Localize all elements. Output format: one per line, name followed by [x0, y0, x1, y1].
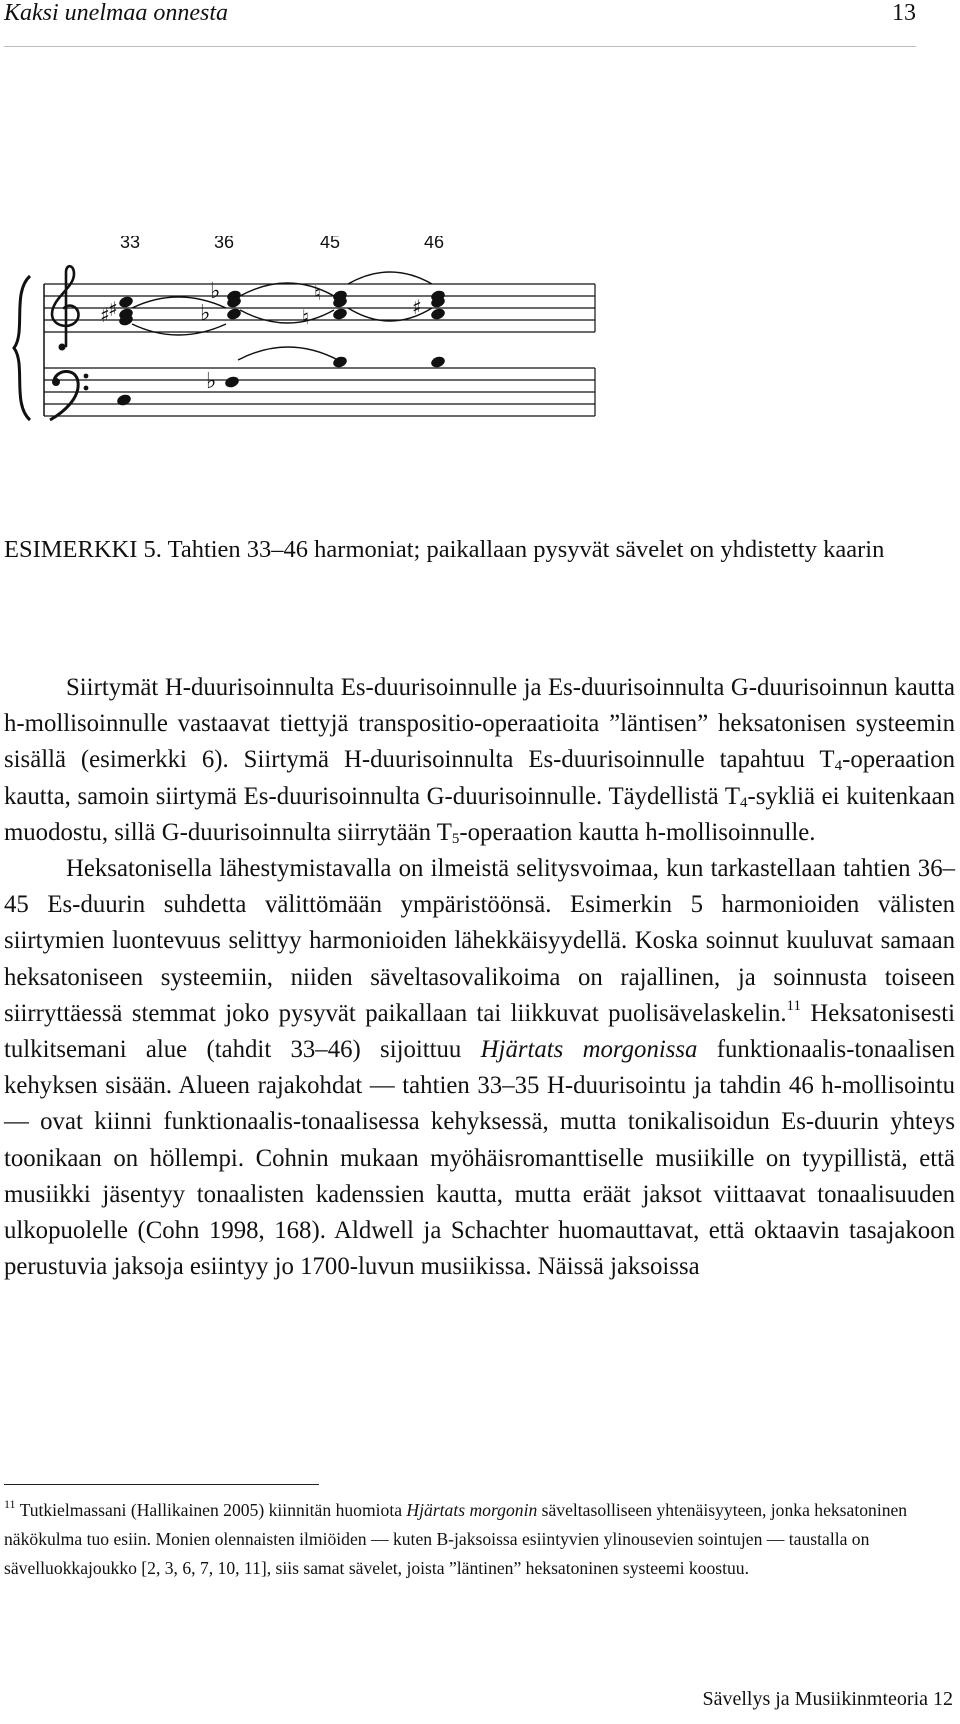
- natural-icon: ♮: [302, 305, 310, 329]
- music-notation-figure: [8, 236, 608, 472]
- bass-staff: [44, 368, 595, 416]
- example-caption: ESIMERKKI 5. Tahtien 33–46 harmoniat; paikallaan pysyvät sävelet on yhdistetty kaarin: [4, 536, 885, 563]
- flat-icon: ♭: [200, 301, 211, 326]
- paragraph-2: Heksatonisella lähestymistavalla on ilmeistä selitysvoimaa, kun tarkastellaan tahtien 36–45 Es-duurin suhdetta välittömään ympäristöönsä. Esimerkin 5 harmonioiden välisten siirtymien luontevuus selittyy harmonioiden lähekkäisyydellä. Koska soinnut kuuluvat samaan heksatoniseen systeemiin, niiden säveltasovalikoima on rajallinen, ja soinnusta toiseen siirryttäessä stemmat joko pysyvät paikallaan tai liikkuvat puolisävelaskelin.$^{11}$ Heksatonisesti tulkitsemani alue (tahdit 33–46) sijoittuu Hjärtats morgonissa funktionaalis-tonaalisen kehyksen sisään. Alueen rajakohdat — tahtien 33–35 H-duurisointu ja tahdin 46 h-mollisointu — ovat kiinni funktionaalis-tonaalisessa kehyksessä, mutta tonikalisoidun Es-duurin yhteys toonikaan on höllempi. Cohnin mukaan myöhäisromanttiselle musiikille on tyypillistä, että musiikki jäsentyy tonaalisten kadenssien kautta, mutta eräät jaksot viittaavat tonaalisuuden ulkopuolelle (Cohn 1998, 168). Aldwell ja Schachter huomauttavat, että oktaavin tasajakoon perustuvia jaksoja esiintyy jo 1700-luvun musiikissa. Näissä jaksoissa: [4, 855, 956, 1281]
- sharp-icon: ♯: [412, 295, 422, 319]
- measure-number-45: 45: [320, 236, 341, 252]
- work-title: Hjärtats morgonissa: [480, 1036, 698, 1064]
- tie-arcs: [132, 272, 432, 360]
- footnote-work-title: Hjärtats morgonin: [406, 1500, 538, 1520]
- bass-notes: [116, 355, 447, 407]
- page-number: 13: [892, 0, 916, 26]
- footnote-reference[interactable]: 11: [786, 997, 801, 1014]
- footnote: $^{11}$ Tutkielmassani (Hallikainen 2005) kiinnitän huomiota Hjärtats morgonin säveltasolliseen yhtenäisyyteen, jonka heksatoninen näkökulma tuo esiin. Monien olennaisten ilmiöiden — kuten B-jaksoissa esiintyvien ylinousevien sointujen — taustalla on sävelluokkajoukko [2, 3, 6, 7, 10, 11], siis samat sävelet, joista ”läntinen” heksatoninen systeemi koostuu.: [4, 1497, 908, 1578]
- header-rule: [4, 46, 916, 47]
- running-footer: Sävellys ja Musiikinmteoria 12: [702, 1688, 953, 1710]
- chord-4: [412, 289, 446, 321]
- system-brace: [14, 276, 30, 420]
- treble-clef-icon: [52, 266, 79, 346]
- measure-number-36: 36: [214, 236, 235, 252]
- chord-1: [100, 295, 134, 327]
- music-example: [8, 236, 608, 472]
- footnote-number: 11: [4, 1497, 16, 1511]
- natural-icon: ♮: [314, 281, 322, 305]
- flat-icon: ♭: [210, 279, 221, 304]
- paragraph-1: Siirtymät H-duurisoinnulta Es-duurisoinnulle ja Es-duurisoinnulta G-duurisoinnun kautta h-mollisoinnulle vastaavat tiettyjä transpositio-operaatioita ”läntisen” heksatonisen systeemin sisällä (esimerkki 6). Siirtymä H-duurisoinnulta Es-duurisoinnulle tapahtuu $T_4$-operaation kautta, samoin siirtymä Es-duurisoinnulta G-duurisoinnulle. Täydellistä $T_4$-sykliä ei kuitenkaan muodostu, sillä G-duurisoinnulta siirrytään $T_5$-operaation kautta h-mollisoinnulle.: [4, 674, 955, 847]
- footnote-rule: [4, 1484, 319, 1485]
- chord-3: [302, 281, 348, 329]
- measure-number-33: 33: [120, 236, 141, 252]
- sharp-icon: ♯: [100, 303, 110, 327]
- chord-2: [200, 279, 242, 326]
- treble-clef-tail: [59, 344, 66, 351]
- running-header: [4, 0, 916, 28]
- running-title: Kaksi unelmaa onnesta: [4, 0, 228, 26]
- bass-clef-icon: [50, 371, 88, 420]
- body-text: [4, 670, 955, 1285]
- sharp-icon: ♯: [108, 297, 118, 321]
- measure-number-46: 46: [424, 236, 445, 252]
- flat-icon: ♭: [206, 369, 217, 394]
